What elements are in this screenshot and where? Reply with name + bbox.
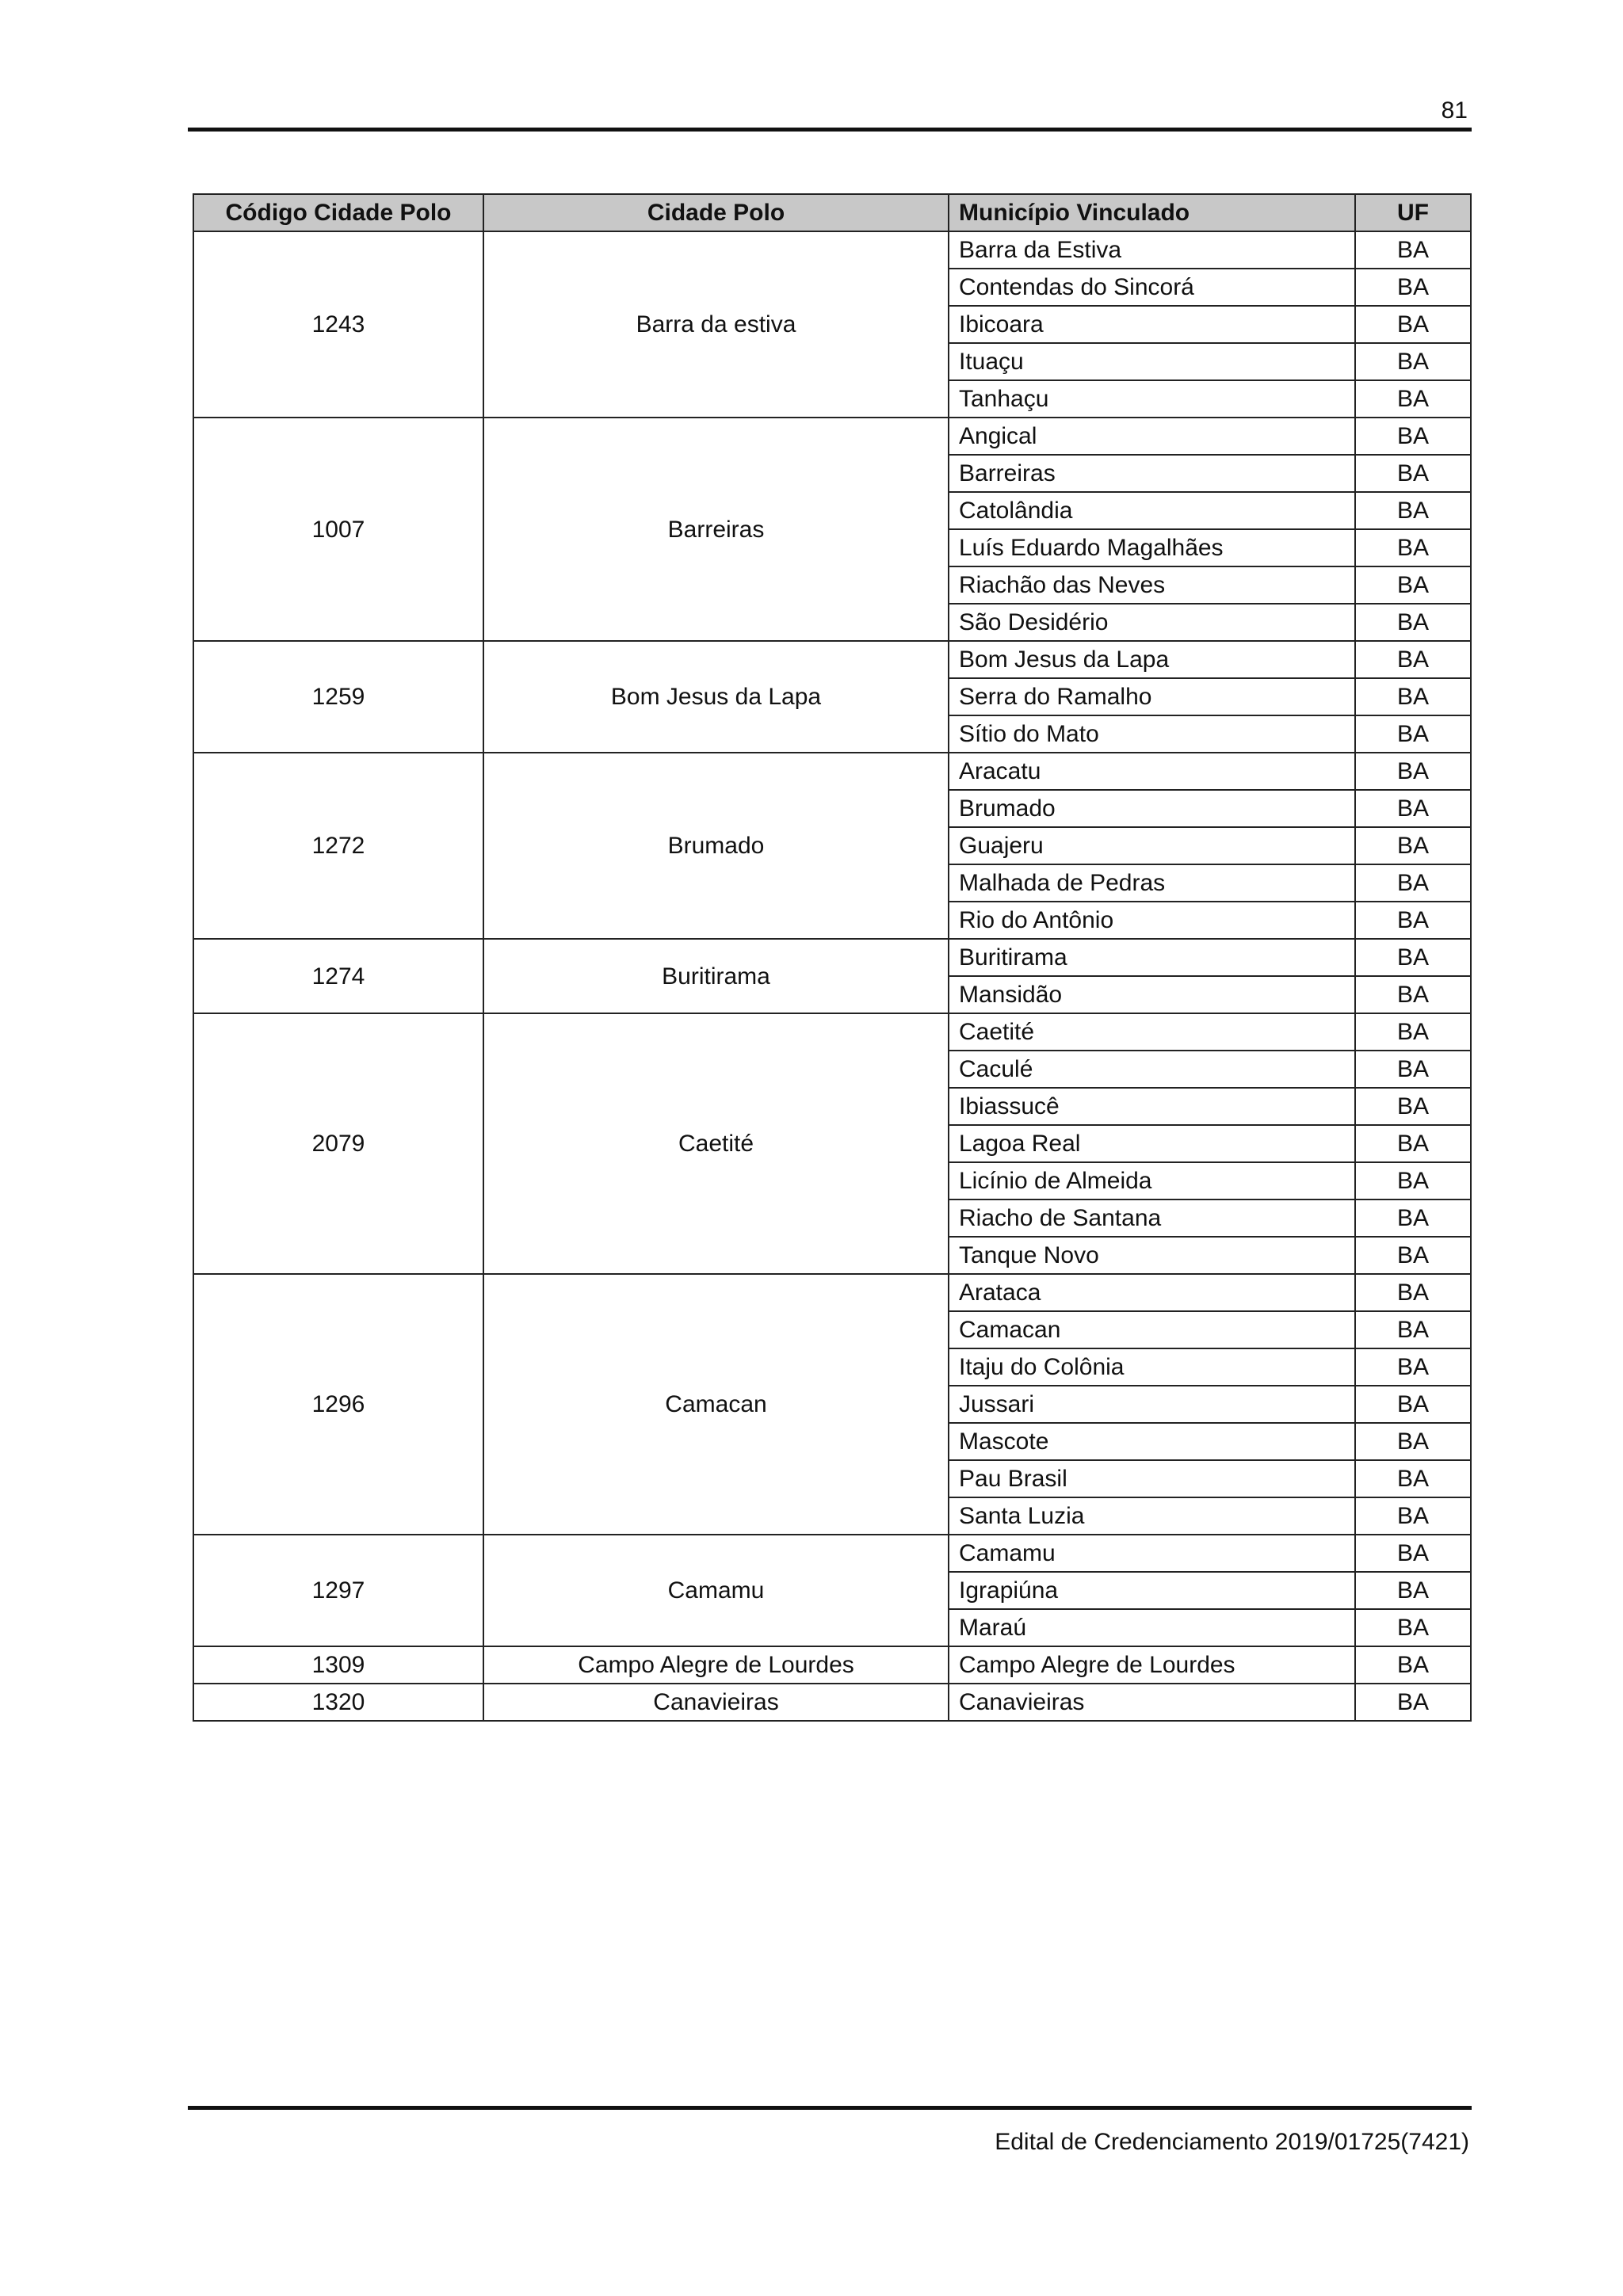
cell-municipio: Tanhaçu: [949, 380, 1355, 418]
cell-uf: BA: [1355, 343, 1471, 380]
cell-uf: BA: [1355, 1386, 1471, 1423]
cell-cidade-polo: Campo Alegre de Lourdes: [483, 1646, 949, 1684]
cell-municipio: Ibicoara: [949, 306, 1355, 343]
cell-codigo: 1320: [193, 1684, 483, 1721]
cell-uf: BA: [1355, 827, 1471, 864]
cell-uf: BA: [1355, 976, 1471, 1013]
cell-municipio: Canavieiras: [949, 1684, 1355, 1721]
cell-municipio: Contendas do Sincorá: [949, 269, 1355, 306]
cell-municipio: Guajeru: [949, 827, 1355, 864]
table-row: [193, 231, 1471, 269]
cell-uf: BA: [1355, 455, 1471, 492]
table-row: [193, 1684, 1471, 1721]
cell-municipio: Riacho de Santana: [949, 1199, 1355, 1237]
table-header: [193, 194, 1471, 231]
cell-uf: BA: [1355, 492, 1471, 529]
cell-municipio: Lagoa Real: [949, 1125, 1355, 1162]
table-row: [193, 1535, 1471, 1572]
cell-uf: BA: [1355, 902, 1471, 939]
cell-municipio: Buritirama: [949, 939, 1355, 976]
footer-rule: [188, 2106, 1472, 2110]
cell-uf: BA: [1355, 1088, 1471, 1125]
table-row: [193, 641, 1471, 678]
polo-table: [193, 193, 1472, 1722]
cell-codigo: 1297: [193, 1535, 483, 1646]
header-uf: UF: [1355, 194, 1471, 231]
cell-uf: BA: [1355, 231, 1471, 269]
cell-municipio: Malhada de Pedras: [949, 864, 1355, 902]
cell-cidade-polo: Camacan: [483, 1274, 949, 1535]
cell-municipio: Pau Brasil: [949, 1460, 1355, 1497]
cell-codigo: 1007: [193, 418, 483, 641]
cell-uf: BA: [1355, 939, 1471, 976]
cell-cidade-polo: Barra da estiva: [483, 231, 949, 418]
cell-uf: BA: [1355, 1535, 1471, 1572]
cell-municipio: Santa Luzia: [949, 1497, 1355, 1535]
cell-municipio: Arataca: [949, 1274, 1355, 1311]
header-cidade-polo: Cidade Polo: [483, 194, 949, 231]
cell-municipio: Rio do Antônio: [949, 902, 1355, 939]
cell-municipio: Jussari: [949, 1386, 1355, 1423]
cell-uf: BA: [1355, 1460, 1471, 1497]
cell-uf: BA: [1355, 566, 1471, 604]
cell-codigo: 1309: [193, 1646, 483, 1684]
cell-cidade-polo: Canavieiras: [483, 1684, 949, 1721]
cell-municipio: Angical: [949, 418, 1355, 455]
header-rule: [188, 128, 1472, 132]
cell-municipio: Sítio do Mato: [949, 715, 1355, 753]
cell-uf: BA: [1355, 1125, 1471, 1162]
cell-municipio: Barreiras: [949, 455, 1355, 492]
cell-municipio: Licínio de Almeida: [949, 1162, 1355, 1199]
cell-uf: BA: [1355, 1497, 1471, 1535]
cell-codigo: 1296: [193, 1274, 483, 1535]
header-row: [193, 194, 1471, 231]
cell-codigo: 1272: [193, 753, 483, 939]
cell-municipio: Caculé: [949, 1051, 1355, 1088]
cell-uf: BA: [1355, 1423, 1471, 1460]
cell-cidade-polo: Caetité: [483, 1013, 949, 1274]
cell-municipio: Mansidão: [949, 976, 1355, 1013]
cell-municipio: Catolândia: [949, 492, 1355, 529]
cell-cidade-polo: Barreiras: [483, 418, 949, 641]
header-municipio: Município Vinculado: [949, 194, 1355, 231]
table-row: [193, 753, 1471, 790]
cell-uf: BA: [1355, 864, 1471, 902]
cell-uf: BA: [1355, 753, 1471, 790]
cell-municipio: Bom Jesus da Lapa: [949, 641, 1355, 678]
table-row: [193, 418, 1471, 455]
cell-municipio: Itaju do Colônia: [949, 1348, 1355, 1386]
cell-uf: BA: [1355, 641, 1471, 678]
cell-municipio: Maraú: [949, 1609, 1355, 1646]
cell-uf: BA: [1355, 529, 1471, 566]
cell-uf: BA: [1355, 604, 1471, 641]
cell-uf: BA: [1355, 678, 1471, 715]
page-number: 81: [1441, 97, 1468, 124]
cell-municipio: Ibiassucê: [949, 1088, 1355, 1125]
cell-municipio: São Desidério: [949, 604, 1355, 641]
cell-codigo: 2079: [193, 1013, 483, 1274]
cell-uf: BA: [1355, 306, 1471, 343]
cell-municipio: Ituaçu: [949, 343, 1355, 380]
cell-municipio: Camamu: [949, 1535, 1355, 1572]
cell-uf: BA: [1355, 790, 1471, 827]
table-row: [193, 939, 1471, 976]
cell-uf: BA: [1355, 1311, 1471, 1348]
cell-uf: BA: [1355, 1572, 1471, 1609]
cell-uf: BA: [1355, 1646, 1471, 1684]
cell-cidade-polo: Camamu: [483, 1535, 949, 1646]
cell-municipio: Igrapiúna: [949, 1572, 1355, 1609]
cell-uf: BA: [1355, 1684, 1471, 1721]
cell-cidade-polo: Bom Jesus da Lapa: [483, 641, 949, 753]
cell-municipio: Aracatu: [949, 753, 1355, 790]
cell-codigo: 1259: [193, 641, 483, 753]
cell-codigo: 1274: [193, 939, 483, 1013]
cell-municipio: Mascote: [949, 1423, 1355, 1460]
cell-municipio: Camacan: [949, 1311, 1355, 1348]
cell-uf: BA: [1355, 1013, 1471, 1051]
cell-municipio: Riachão das Neves: [949, 566, 1355, 604]
cell-codigo: 1243: [193, 231, 483, 418]
table-row: [193, 1646, 1471, 1684]
footer-text: Edital de Credenciamento 2019/01725(7421): [995, 2129, 1469, 2155]
table-body: [193, 231, 1471, 1721]
cell-uf: BA: [1355, 715, 1471, 753]
cell-cidade-polo: Buritirama: [483, 939, 949, 1013]
cell-municipio: Luís Eduardo Magalhães: [949, 529, 1355, 566]
cell-uf: BA: [1355, 1237, 1471, 1274]
cell-municipio: Barra da Estiva: [949, 231, 1355, 269]
cell-uf: BA: [1355, 1274, 1471, 1311]
cell-uf: BA: [1355, 269, 1471, 306]
table-row: [193, 1013, 1471, 1051]
cell-uf: BA: [1355, 380, 1471, 418]
table-row: [193, 1274, 1471, 1311]
cell-uf: BA: [1355, 418, 1471, 455]
cell-uf: BA: [1355, 1609, 1471, 1646]
cell-municipio: Serra do Ramalho: [949, 678, 1355, 715]
cell-municipio: Tanque Novo: [949, 1237, 1355, 1274]
cell-uf: BA: [1355, 1348, 1471, 1386]
cell-municipio: Campo Alegre de Lourdes: [949, 1646, 1355, 1684]
header-codigo: Código Cidade Polo: [193, 194, 483, 231]
cell-uf: BA: [1355, 1199, 1471, 1237]
cell-uf: BA: [1355, 1162, 1471, 1199]
cell-municipio: Brumado: [949, 790, 1355, 827]
cell-uf: BA: [1355, 1051, 1471, 1088]
cell-cidade-polo: Brumado: [483, 753, 949, 939]
cell-municipio: Caetité: [949, 1013, 1355, 1051]
